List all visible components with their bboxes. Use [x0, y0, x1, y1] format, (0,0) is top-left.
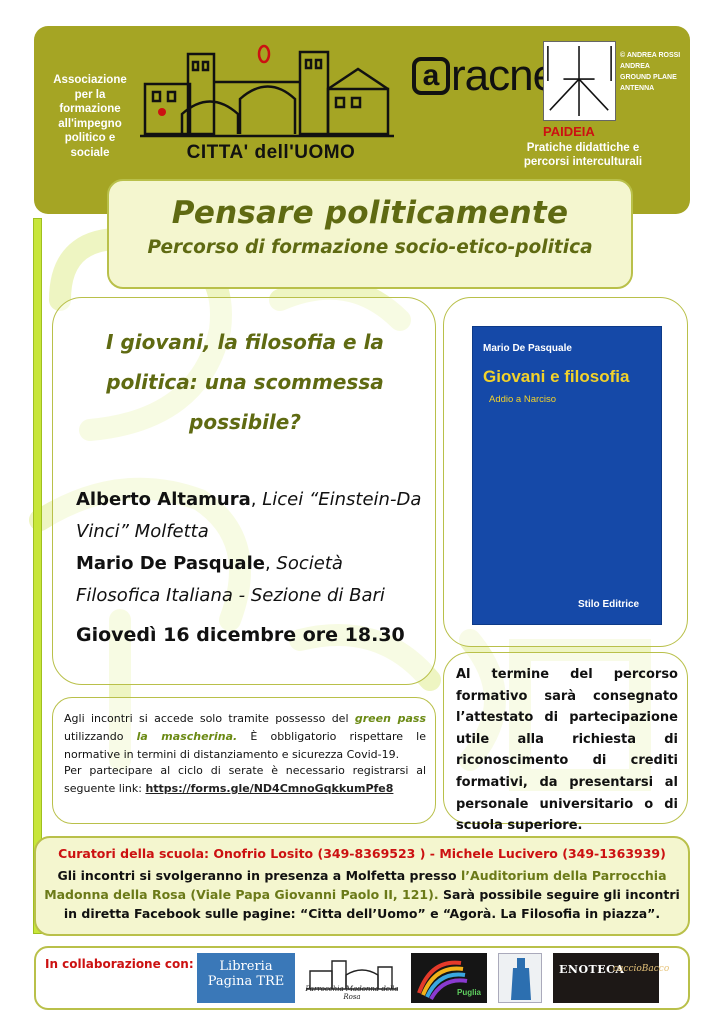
speaker-name: Alberto Altamura: [76, 489, 251, 510]
speaker-1: Alberto Altamura, Licei “Einstein-Da Vinci” Molfetta: [76, 489, 422, 542]
book-author: Mario De Pasquale: [483, 343, 572, 354]
green-pass-text: green pass: [354, 712, 426, 725]
venue-info: Gli incontri si svolgeranno in presenza a Molfetta presso l’Auditorium della Parrocchia Madonna della Rosa (Viale Papa Giovanni Paolo II, 121). Sarà possibile seguire gli incontri in diretta Facebook sulle pagine: “Citta dell’Uomo” e “Agorà. La Filosofia in piazza”.: [44, 868, 680, 921]
aracne-logo-text: racne: [451, 51, 557, 100]
title-box: [107, 179, 633, 289]
mask-text: la mascherina.: [136, 730, 238, 743]
association-text: Associazione per la formazione all'impegno politico e sociale: [53, 74, 127, 159]
rules-paragraph-2: Per partecipare al ciclo di serate è necessario registrarsi al seguente link: https://forms.gle/ND4CmnoGqkkumPfe8: [64, 764, 426, 795]
paideia-antenna-logo-icon: [543, 41, 616, 121]
copyright-lines: © ANDREA ROSSI ANDREA GROUND PLANE ANTENNA: [620, 52, 681, 92]
page-title: Pensare politicamente: [171, 195, 569, 231]
libreria-pagina-tre-logo: Libreria Pagina TRE: [197, 953, 295, 1003]
paideia-subtitle: Pratiche didattiche e percorsi interculturali: [523, 142, 643, 168]
event-date: Giovedì 16 dicembre ore 18.30: [76, 624, 405, 646]
book-title: Giovani e filosofia: [483, 367, 630, 386]
enoteca-logo: ENOTECA caccioBacco: [553, 953, 659, 1003]
speaker-2: Mario De Pasquale, Società Filosofica Italiana - Sezione di Bari: [76, 553, 385, 606]
at-sign-icon: a: [412, 57, 450, 95]
speaker-affiliation: Licei “Einstein-Da Vinci” Molfetta: [76, 489, 422, 542]
parrocchia-logo: Parrocchia Madonna della Rosa: [302, 953, 402, 1003]
credits-text: Al termine del percorso formativo sarà consegnato l’attestato di partecipazione utile alla richiesta di riconoscimento di crediti formativi, da presentarsi al personale universitario o di scuola superiore.: [456, 667, 678, 834]
rules-paragraph-1: Agli incontri si accede solo tramite possesso del green pass utilizzando la mascherina. È obbligatorio rispettare le normative in termini di distanziamento e sicurezza Covid-19.: [64, 712, 426, 761]
page-subtitle: Percorso di formazione socio-etico-politica: [147, 237, 593, 258]
book-publisher: Stilo Editrice: [578, 599, 640, 610]
movimento-logo: Puglia: [411, 953, 487, 1003]
book-subtitle: Addio a Narciso: [489, 394, 557, 405]
citta-uomo-label: CITTA' dell'UOMO: [186, 142, 356, 163]
registration-link[interactable]: https://forms.gle/ND4CmnoGqkkumPfe8: [145, 782, 394, 795]
venue-name: l’Auditorium della Parrocchia Madonna della Rosa (Viale Papa Giovanni Paolo II, 121).: [44, 868, 667, 902]
manifesto-logo: [498, 953, 542, 1003]
speaker-affiliation: Società Filosofica Italiana - Sezione di Bari: [76, 553, 385, 606]
curators-line: Curatori della scuola: Onofrio Losito (349-8369523 ) - Michele Lucivero (349-1363939): [58, 846, 666, 861]
event-question: I giovani, la filosofia e la politica: una scommessa possibile?: [106, 330, 384, 434]
bottle-icon: [499, 954, 543, 1004]
left-accent-bar: [33, 218, 42, 934]
aracne-logo: [412, 50, 556, 102]
speaker-name: Mario De Pasquale: [76, 553, 265, 574]
paideia-title: PAIDEIA: [543, 124, 595, 139]
collaboration-label: In collaborazione con:: [45, 957, 194, 971]
